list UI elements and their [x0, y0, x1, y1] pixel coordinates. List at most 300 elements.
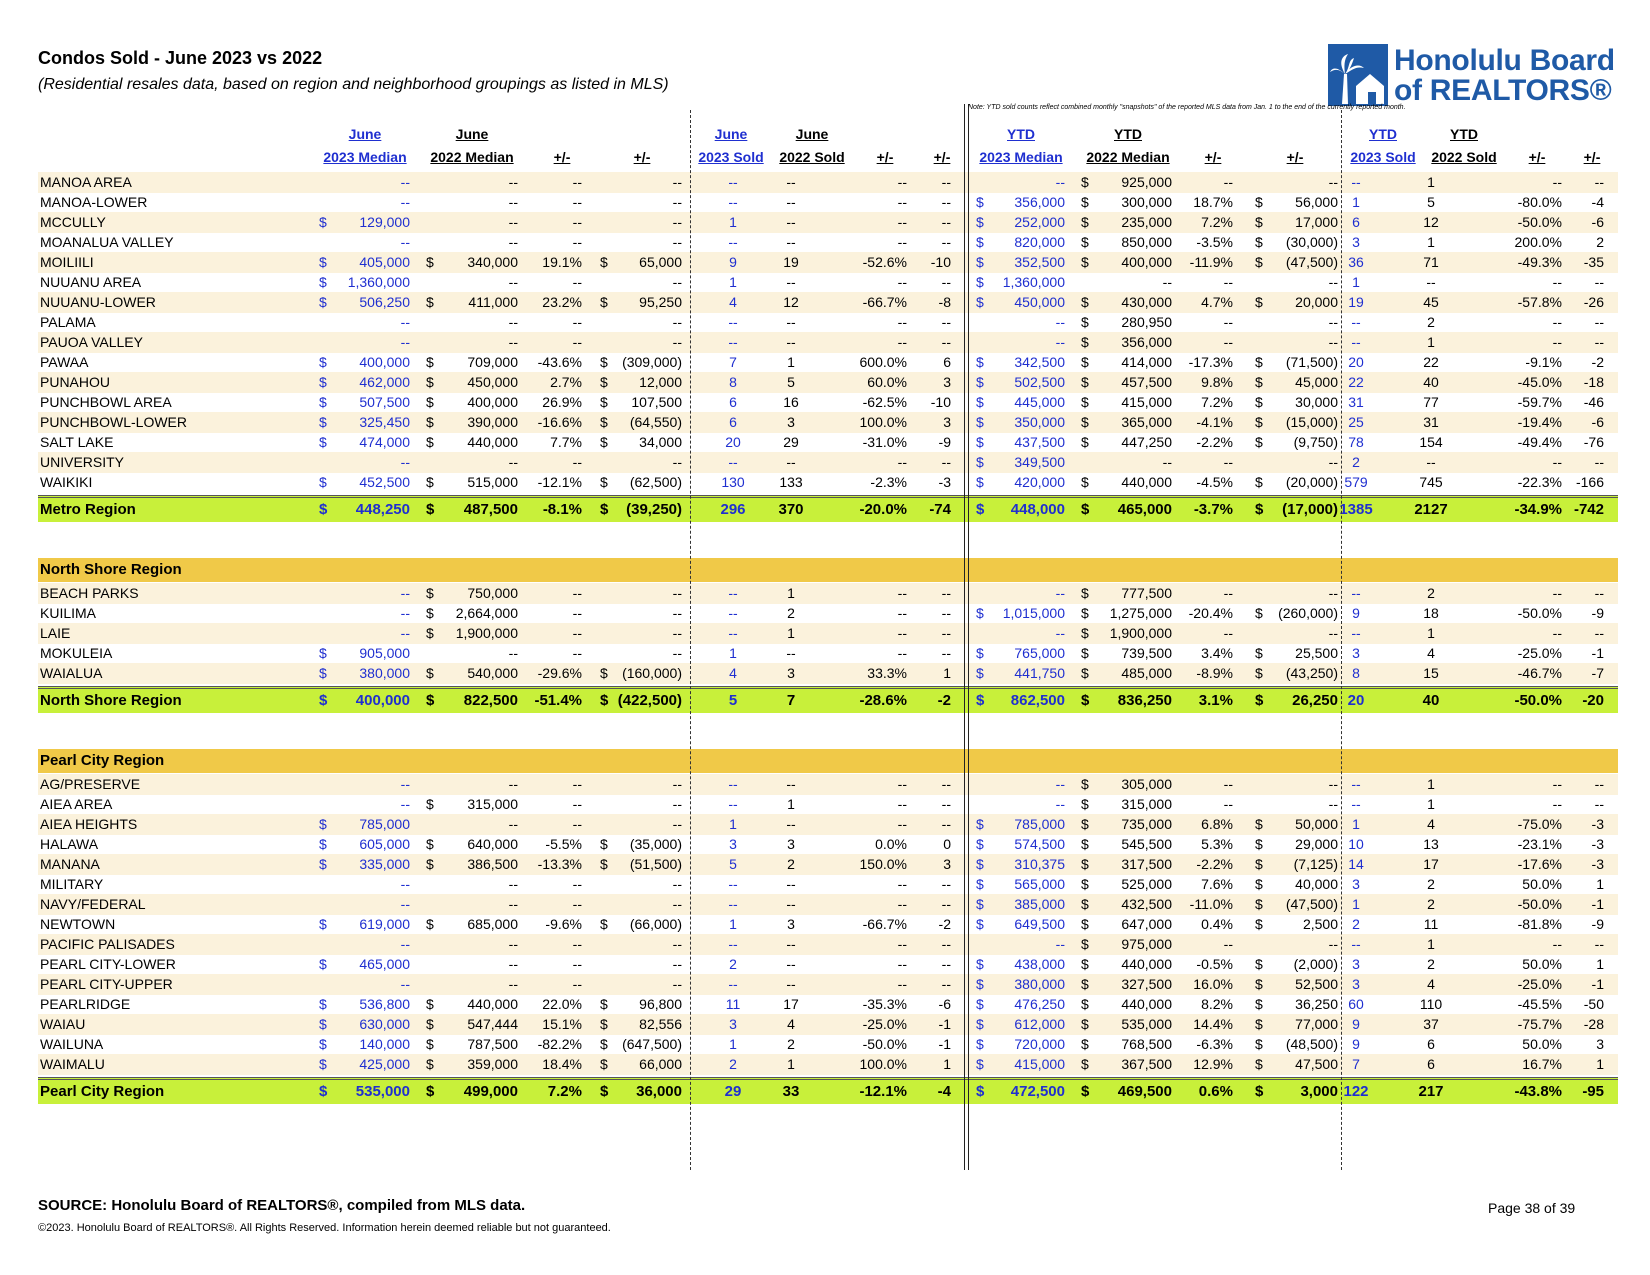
- cell-value: --: [572, 625, 582, 641]
- cell-value: 327,500: [1121, 976, 1172, 992]
- cell-value: 6: [1352, 214, 1360, 230]
- currency-symbol: $: [1081, 665, 1089, 681]
- cell-value: 525,000: [1121, 876, 1172, 892]
- currency-symbol: $: [600, 836, 608, 852]
- currency-symbol: $: [319, 254, 327, 270]
- cell-value: 5.3%: [1201, 836, 1233, 852]
- cell-value: (66,000): [629, 916, 682, 932]
- cell-value: 1: [787, 354, 795, 370]
- cell-value: --: [786, 454, 796, 470]
- currency-symbol: $: [426, 254, 434, 270]
- cell-value: 750,000: [467, 585, 518, 601]
- cell-value: 77,000: [1295, 1016, 1338, 1032]
- cell-value: 33.3%: [867, 665, 907, 681]
- cell-value: --: [1351, 796, 1361, 812]
- cell-value: --: [400, 314, 410, 330]
- cell-value: 1,360,000: [347, 274, 410, 290]
- cell-value: --: [728, 896, 738, 912]
- cell-value: -3.5%: [1196, 234, 1233, 250]
- cell-value: (7,125): [1293, 856, 1338, 872]
- currency-symbol: $: [976, 996, 984, 1012]
- cell-value: 77: [1423, 394, 1439, 410]
- currency-symbol: $: [1255, 916, 1263, 932]
- logo-text-line1: Honolulu Board: [1394, 44, 1615, 77]
- cell-value: --: [508, 976, 518, 992]
- currency-symbol: $: [1081, 1083, 1090, 1100]
- currency-symbol: $: [1255, 501, 1264, 518]
- cell-value: --: [941, 334, 951, 350]
- cell-value: 1: [1427, 936, 1435, 952]
- currency-symbol: $: [1081, 856, 1089, 872]
- currency-symbol: $: [1255, 876, 1263, 892]
- row-label: MOILIILI: [40, 254, 94, 270]
- cell-value: --: [672, 876, 682, 892]
- page-number: Page 38 of 39: [1488, 1200, 1576, 1216]
- cell-value: 7: [729, 354, 737, 370]
- cell-value: --: [672, 816, 682, 832]
- cell-value: 440,000: [467, 434, 518, 450]
- cell-value: --: [728, 796, 738, 812]
- column-header-bottom: +/-: [876, 149, 894, 165]
- cell-value: --: [572, 896, 582, 912]
- cell-value: -35: [1583, 254, 1604, 270]
- cell-value: --: [1055, 314, 1065, 330]
- cell-value: 9: [729, 254, 737, 270]
- cell-value: 4: [787, 1016, 795, 1032]
- currency-symbol: $: [1255, 394, 1263, 410]
- ytd-note: Note: YTD sold counts reflect combined monthly "snapshots" of the reported MLS data from Jan. 1 to the end of the currently reported month.: [968, 104, 1406, 111]
- currency-symbol: $: [976, 274, 984, 290]
- cell-value: 6: [1427, 1036, 1435, 1052]
- cell-value: 9: [1352, 1016, 1360, 1032]
- cell-value: -1: [938, 1036, 951, 1052]
- cell-value: 129,000: [359, 214, 410, 230]
- cell-value: -75.7%: [1517, 1016, 1562, 1032]
- cell-value: 18.7%: [1193, 194, 1233, 210]
- currency-symbol: $: [426, 856, 434, 872]
- cell-value: 2: [1352, 454, 1360, 470]
- cell-value: --: [728, 936, 738, 952]
- table-row: [38, 292, 1618, 313]
- currency-symbol: $: [426, 916, 434, 932]
- cell-value: 5: [729, 856, 737, 872]
- cell-value: --: [1162, 274, 1172, 290]
- currency-symbol: $: [319, 394, 327, 410]
- currency-symbol: $: [1255, 1056, 1263, 1072]
- cell-value: 836,250: [1117, 692, 1172, 709]
- cell-value: --: [1328, 314, 1338, 330]
- cell-value: -57.8%: [1517, 294, 1562, 310]
- table-row: [38, 332, 1618, 353]
- cell-value: (9,750): [1293, 434, 1338, 450]
- row-label: UNIVERSITY: [40, 454, 125, 470]
- cell-value: 535,000: [355, 1083, 410, 1100]
- cell-value: --: [897, 174, 907, 190]
- cell-value: 19.1%: [542, 254, 582, 270]
- cell-value: --: [508, 936, 518, 952]
- cell-value: 425,000: [359, 1056, 410, 1072]
- cell-value: -75.0%: [1517, 816, 1562, 832]
- cell-value: -59.7%: [1517, 394, 1562, 410]
- cell-value: 905,000: [359, 645, 410, 661]
- currency-symbol: $: [976, 956, 984, 972]
- currency-symbol: $: [1081, 605, 1089, 621]
- cell-value: 0: [943, 836, 951, 852]
- cell-value: --: [1351, 936, 1361, 952]
- cell-value: --: [572, 796, 582, 812]
- cell-value: 40,000: [1295, 876, 1338, 892]
- column-header-top: YTD: [1007, 126, 1035, 142]
- cell-value: (64,550): [629, 414, 682, 430]
- cell-value: -2: [937, 692, 951, 709]
- cell-value: 7.2%: [1201, 214, 1233, 230]
- cell-value: 71: [1423, 254, 1439, 270]
- cell-value: 1: [1352, 194, 1360, 210]
- cell-value: -25.0%: [862, 1016, 907, 1032]
- cell-value: --: [1055, 776, 1065, 792]
- currency-symbol: $: [319, 836, 327, 852]
- cell-value: 359,000: [467, 1056, 518, 1072]
- cell-value: --: [1162, 454, 1172, 470]
- currency-symbol: $: [319, 816, 327, 832]
- currency-symbol: $: [976, 374, 984, 390]
- cell-value: 29: [783, 434, 799, 450]
- cell-value: --: [508, 274, 518, 290]
- cell-value: --: [897, 896, 907, 912]
- cell-value: --: [508, 234, 518, 250]
- cell-value: 20: [1348, 354, 1364, 370]
- cell-value: 3.4%: [1201, 645, 1233, 661]
- cell-value: 400,000: [467, 394, 518, 410]
- cell-value: --: [672, 776, 682, 792]
- cell-value: --: [897, 605, 907, 621]
- cell-value: --: [941, 896, 951, 912]
- currency-symbol: $: [319, 916, 327, 932]
- cell-value: 3: [787, 665, 795, 681]
- cell-value: --: [728, 174, 738, 190]
- cell-value: --: [400, 454, 410, 470]
- cell-value: -3: [1591, 836, 1604, 852]
- currency-symbol: $: [319, 294, 327, 310]
- column-header-bottom: 2022 Median: [1086, 149, 1170, 165]
- currency-symbol: $: [1255, 896, 1263, 912]
- cell-value: 536,800: [359, 996, 410, 1012]
- currency-symbol: $: [1081, 374, 1089, 390]
- table-row: [38, 232, 1618, 253]
- currency-symbol: $: [319, 692, 328, 709]
- cell-value: --: [1552, 454, 1562, 470]
- row-label: NUUANU-LOWER: [40, 294, 156, 310]
- cell-value: 2: [1427, 956, 1435, 972]
- cell-value: --: [1328, 585, 1338, 601]
- cell-value: -10: [930, 394, 951, 410]
- cell-value: -10: [930, 254, 951, 270]
- cell-value: --: [1055, 796, 1065, 812]
- currency-symbol: $: [1255, 294, 1263, 310]
- cell-value: 3: [787, 414, 795, 430]
- currency-symbol: $: [426, 1056, 434, 1072]
- cell-value: --: [672, 625, 682, 641]
- cell-value: -6: [1591, 214, 1604, 230]
- row-label: MANANA: [40, 856, 100, 872]
- currency-symbol: $: [426, 1083, 435, 1100]
- cell-value: --: [941, 194, 951, 210]
- cell-value: --: [508, 896, 518, 912]
- cell-value: --: [1552, 776, 1562, 792]
- row-label: WAIALUA: [40, 665, 103, 681]
- cell-value: 31: [1348, 394, 1364, 410]
- cell-value: 386,500: [467, 856, 518, 872]
- cell-value: --: [400, 234, 410, 250]
- cell-value: 3.1%: [1198, 692, 1233, 709]
- cell-value: --: [1223, 274, 1233, 290]
- cell-value: 400,000: [1121, 254, 1172, 270]
- currency-symbol: $: [1081, 474, 1089, 490]
- currency-symbol: $: [1081, 1056, 1089, 1072]
- cell-value: 0.4%: [1201, 916, 1233, 932]
- cell-value: 1: [729, 214, 737, 230]
- currency-symbol: $: [319, 1083, 328, 1100]
- cell-value: (20,000): [1285, 474, 1338, 490]
- cell-value: 1: [1427, 796, 1435, 812]
- currency-symbol: $: [976, 501, 985, 518]
- cell-value: -20.4%: [1188, 605, 1233, 621]
- cell-value: 50,000: [1295, 816, 1338, 832]
- cell-value: 14.4%: [1193, 1016, 1233, 1032]
- cell-value: -45.5%: [1517, 996, 1562, 1012]
- cell-value: 390,000: [467, 414, 518, 430]
- cell-value: --: [728, 454, 738, 470]
- currency-symbol: $: [319, 354, 327, 370]
- cell-value: 437,500: [1014, 434, 1065, 450]
- table-row: [38, 412, 1618, 433]
- page-subtitle: (Residential resales data, based on region and neighborhood groupings as listed in MLS): [38, 76, 669, 93]
- currency-symbol: $: [1255, 234, 1263, 250]
- cell-value: -4.5%: [1196, 474, 1233, 490]
- currency-symbol: $: [1081, 692, 1090, 709]
- cell-value: 2: [1427, 896, 1435, 912]
- cell-value: 457,500: [1121, 374, 1172, 390]
- cell-value: 20,000: [1295, 294, 1338, 310]
- cell-value: --: [941, 936, 951, 952]
- currency-symbol: $: [319, 501, 328, 518]
- cell-value: 619,000: [359, 916, 410, 932]
- cell-value: -6.3%: [1196, 1036, 1233, 1052]
- cell-value: 450,000: [1014, 294, 1065, 310]
- currency-symbol: $: [1255, 474, 1263, 490]
- cell-value: 26.9%: [542, 394, 582, 410]
- copyright-note: ©2023. Honolulu Board of REALTORS®. All Rights Reserved. Information herein deemed reliable but not guaranteed.: [38, 1222, 611, 1234]
- cell-value: --: [897, 816, 907, 832]
- currency-symbol: $: [976, 414, 984, 430]
- cell-value: --: [1552, 274, 1562, 290]
- cell-value: (260,000): [1278, 605, 1338, 621]
- cell-value: 600.0%: [859, 354, 907, 370]
- table-row: [38, 954, 1618, 975]
- cell-value: 2127: [1414, 501, 1448, 518]
- table-row: [38, 1014, 1618, 1035]
- currency-symbol: $: [976, 194, 984, 210]
- cell-value: -62.5%: [862, 394, 907, 410]
- cell-value: 1: [1596, 1056, 1604, 1072]
- cell-value: -4.1%: [1196, 414, 1233, 430]
- cell-value: --: [1552, 314, 1562, 330]
- cell-value: 768,500: [1121, 1036, 1172, 1052]
- cell-value: --: [728, 314, 738, 330]
- table-row: [38, 623, 1618, 644]
- cell-value: 385,000: [1014, 896, 1065, 912]
- cell-value: 22: [1348, 374, 1364, 390]
- cell-value: --: [1223, 796, 1233, 812]
- cell-value: 1: [943, 665, 951, 681]
- cell-value: 154: [1419, 434, 1443, 450]
- currency-symbol: $: [319, 414, 327, 430]
- cell-value: 7.2%: [547, 1083, 582, 1100]
- cell-value: 469,500: [1117, 1083, 1172, 1100]
- cell-value: (647,500): [622, 1036, 682, 1052]
- cell-value: -6: [938, 996, 951, 1012]
- cell-value: --: [728, 334, 738, 350]
- cell-value: -20.0%: [859, 501, 907, 518]
- cell-value: (2,000): [1293, 956, 1338, 972]
- cell-value: (39,250): [626, 501, 682, 518]
- column-header-bottom: 2023 Median: [323, 149, 407, 165]
- currency-symbol: $: [426, 796, 434, 812]
- cell-value: --: [1055, 936, 1065, 952]
- cell-value: -46.7%: [1517, 665, 1562, 681]
- cell-value: 14: [1348, 856, 1364, 872]
- currency-symbol: $: [1255, 836, 1263, 852]
- cell-value: --: [572, 956, 582, 972]
- cell-value: 1,360,000: [1002, 274, 1065, 290]
- cell-value: 9: [1352, 605, 1360, 621]
- cell-value: 17,000: [1295, 214, 1338, 230]
- table-row: [38, 1054, 1618, 1075]
- currency-symbol: $: [976, 254, 984, 270]
- row-label: KUILIMA: [40, 605, 97, 621]
- region-header-label: North Shore Region: [40, 561, 182, 578]
- table-row: [38, 974, 1618, 995]
- column-header-top: YTD: [1114, 126, 1142, 142]
- cell-value: 1: [1427, 625, 1435, 641]
- cell-value: 3: [1352, 645, 1360, 661]
- row-label: SALT LAKE: [40, 434, 114, 450]
- cell-value: 547,444: [467, 1016, 518, 1032]
- column-header-bottom: +/-: [1583, 149, 1601, 165]
- cell-value: --: [728, 976, 738, 992]
- currency-symbol: $: [600, 414, 608, 430]
- currency-symbol: $: [1255, 1016, 1263, 1032]
- currency-symbol: $: [600, 294, 608, 310]
- cell-value: 502,500: [1014, 374, 1065, 390]
- cell-value: --: [572, 645, 582, 661]
- cell-value: (43,250): [1285, 665, 1338, 681]
- cell-value: 296: [720, 501, 746, 518]
- cell-value: --: [1552, 796, 1562, 812]
- cell-value: 850,000: [1121, 234, 1172, 250]
- cell-value: --: [400, 896, 410, 912]
- cell-value: --: [941, 174, 951, 190]
- table-row: [38, 192, 1618, 213]
- currency-symbol: $: [1081, 585, 1089, 601]
- cell-value: 1: [787, 625, 795, 641]
- cell-value: 130: [721, 474, 745, 490]
- table-row: [38, 794, 1618, 815]
- cell-value: 380,000: [359, 665, 410, 681]
- cell-value: --: [897, 334, 907, 350]
- cell-value: --: [786, 936, 796, 952]
- cell-value: --: [728, 194, 738, 210]
- cell-value: 50.0%: [1522, 1036, 1562, 1052]
- cell-value: 5: [1427, 194, 1435, 210]
- cell-value: --: [897, 625, 907, 641]
- cell-value: 565,000: [1014, 876, 1065, 892]
- cell-value: --: [1223, 174, 1233, 190]
- cell-value: -9: [1591, 916, 1604, 932]
- cell-value: 2.7%: [550, 374, 582, 390]
- cell-value: (30,000): [1285, 234, 1338, 250]
- cell-value: 4: [729, 665, 737, 681]
- currency-symbol: $: [976, 645, 984, 661]
- cell-value: 280,950: [1121, 314, 1172, 330]
- cell-value: --: [786, 956, 796, 972]
- cell-value: -3: [938, 474, 951, 490]
- cell-value: 78: [1348, 434, 1364, 450]
- cell-value: -25.0%: [1517, 976, 1562, 992]
- currency-symbol: $: [976, 1036, 984, 1052]
- cell-value: -17.6%: [1517, 856, 1562, 872]
- cell-value: 7: [786, 692, 796, 709]
- cell-value: 40: [1423, 374, 1439, 390]
- cell-value: 300,000: [1121, 194, 1172, 210]
- table-row: [38, 834, 1618, 855]
- cell-value: 400,000: [355, 692, 410, 709]
- cell-value: --: [672, 314, 682, 330]
- cell-value: 649,500: [1014, 916, 1065, 932]
- cell-value: -51.4%: [534, 692, 582, 709]
- table-row: [38, 252, 1618, 273]
- cell-value: 3: [729, 1016, 737, 1032]
- cell-value: -9: [1591, 605, 1604, 621]
- cell-value: -43.6%: [537, 354, 582, 370]
- currency-symbol: $: [426, 474, 434, 490]
- cell-value: -166: [1575, 474, 1604, 490]
- cell-value: 18: [1423, 605, 1439, 621]
- cell-value: --: [508, 816, 518, 832]
- cell-value: -28.6%: [859, 692, 907, 709]
- cell-value: --: [1594, 585, 1604, 601]
- cell-value: --: [508, 876, 518, 892]
- cell-value: 1: [787, 1056, 795, 1072]
- cell-value: -35.3%: [862, 996, 907, 1012]
- cell-value: --: [1351, 625, 1361, 641]
- cell-value: (48,500): [1285, 1036, 1338, 1052]
- cell-value: -50.0%: [1517, 605, 1562, 621]
- cell-value: -9.6%: [545, 916, 582, 932]
- cell-value: --: [897, 876, 907, 892]
- cell-value: --: [1055, 334, 1065, 350]
- cell-value: 2: [729, 956, 737, 972]
- cell-value: --: [572, 776, 582, 792]
- logo-text-line2: of REALTORS®: [1394, 74, 1612, 107]
- cell-value: 133: [779, 474, 803, 490]
- cell-value: 465,000: [1117, 501, 1172, 518]
- cell-value: --: [941, 274, 951, 290]
- row-label: WAIKIKI: [40, 474, 93, 490]
- cell-value: -2.2%: [1196, 856, 1233, 872]
- cell-value: --: [1426, 274, 1436, 290]
- cell-value: -12.1%: [537, 474, 582, 490]
